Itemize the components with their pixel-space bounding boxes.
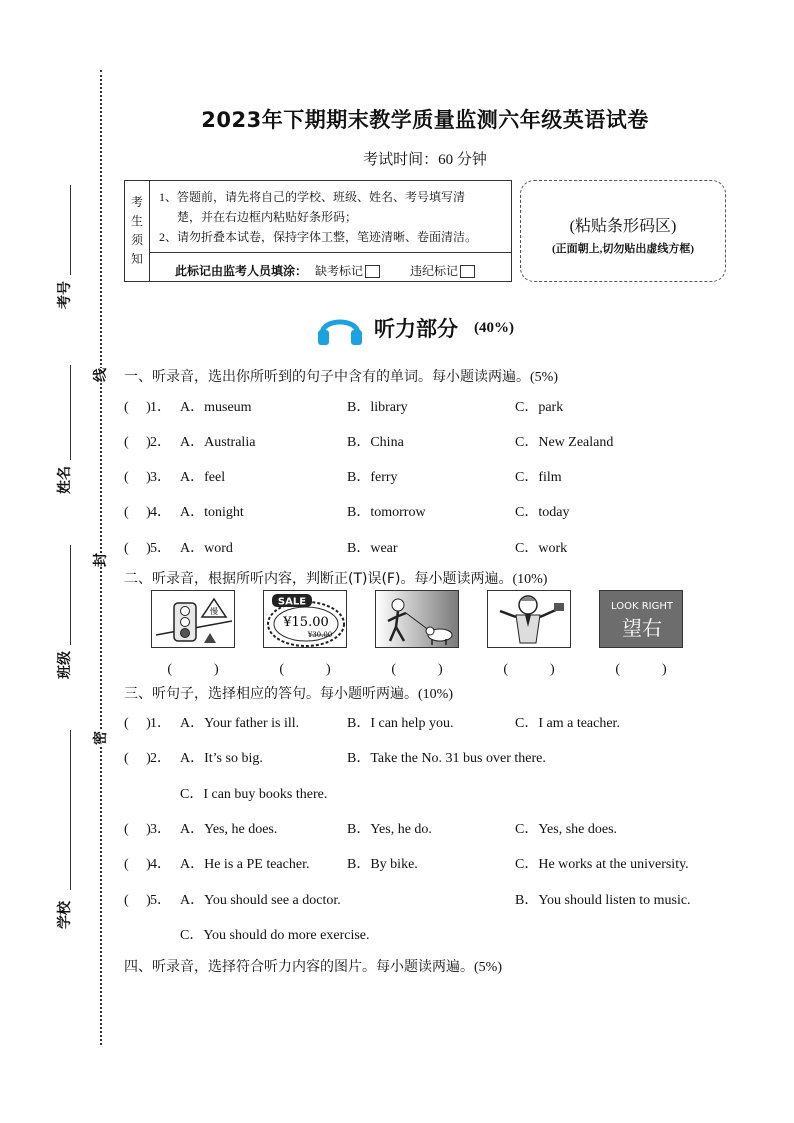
exam-number-label: 考号: [57, 281, 73, 309]
answer-blank[interactable]: ( ): [503, 662, 555, 677]
seal-mark-secret: 密: [90, 731, 110, 745]
answer-bracket[interactable]: ( ): [124, 751, 151, 766]
barcode-area: [520, 180, 726, 282]
option-c: C．park: [515, 400, 564, 415]
question-number: 3．: [150, 822, 171, 837]
picture-sale-tag: [263, 590, 347, 648]
class-label: 班级: [57, 651, 73, 679]
violation-mark-label: 违纪标记: [410, 263, 459, 278]
part4-heading: [124, 956, 502, 976]
notice-rule-1: 1、答题前，请先将自己的学校、班级、姓名、考号填写清: [159, 190, 466, 204]
slow-sign-text: 慢: [210, 607, 218, 616]
traffic-light-icon: [152, 591, 235, 648]
answer-bracket[interactable]: ( ): [124, 505, 151, 520]
picture-man: [487, 590, 571, 648]
barcode-note: (正面朝上,切勿贴出虚线方框): [551, 243, 695, 255]
option-a: A．Australia: [180, 435, 256, 450]
option-c: C．New Zealand: [515, 435, 614, 450]
notice-rule-2: 2、请勿折叠本试卷，保持字体工整，笔迹清晰、卷面清洁。: [159, 230, 478, 244]
option-a: A．Yes, he does.: [180, 822, 278, 837]
option-c: C．Yes, she does.: [515, 822, 618, 837]
question-number: 2．: [150, 751, 171, 766]
question-number: 4．: [150, 857, 171, 872]
option-b: B．You should listen to music.: [515, 893, 691, 908]
candidate-notice: [124, 180, 512, 282]
question-number: 5．: [150, 541, 171, 556]
answer-bracket[interactable]: ( ): [124, 435, 151, 450]
sale-tag-icon: [264, 591, 347, 648]
part3-score: (10%): [418, 687, 453, 702]
answer-bracket[interactable]: ( ): [124, 541, 151, 556]
absent-mark-label: 缺考标记: [315, 263, 364, 278]
option-c: C．I am a teacher.: [515, 716, 620, 731]
exam-number-line: [70, 185, 71, 275]
option-a: A．You should see a doctor.: [180, 893, 341, 908]
option-b: B．China: [347, 435, 404, 450]
notice-side-label: [125, 181, 150, 281]
option-a: A．word: [180, 541, 233, 556]
question-number: 4．: [150, 505, 171, 520]
look-right-text: LOOK RIGHT: [611, 601, 673, 612]
answer-blank[interactable]: ( ): [391, 662, 443, 677]
option-a: A．feel: [180, 470, 226, 485]
headphones-icon: [316, 310, 364, 346]
old-price: ¥30.00: [307, 631, 333, 639]
cartoon-man-icon: [488, 591, 571, 648]
option-c: C．work: [515, 541, 568, 556]
option-b: B．Take the No. 31 bus over there.: [347, 751, 546, 766]
option-a: A．It’s so big.: [180, 751, 263, 766]
part2-score: (10%): [512, 572, 548, 587]
proctor-marks: [149, 253, 511, 281]
class-line: [70, 545, 71, 645]
notice-rules: [149, 181, 511, 253]
option-a: A．He is a PE teacher.: [180, 857, 310, 872]
sale-price: ¥15.00: [283, 615, 329, 630]
part1-heading: [124, 366, 558, 386]
answer-bracket[interactable]: ( ): [124, 716, 151, 731]
answer-bracket[interactable]: ( ): [124, 857, 151, 872]
answer-blank[interactable]: ( ): [615, 662, 667, 677]
proctor-mark-label: 此标记由监考人员填涂：: [175, 263, 308, 278]
sale-text: SALE: [277, 596, 307, 608]
question-number: 1．: [150, 716, 171, 731]
option-b: B．wear: [347, 541, 398, 556]
answer-bracket[interactable]: ( ): [124, 822, 151, 837]
notice-rule-1-cont: 楚，并在右边框内粘贴好条形码；: [177, 210, 358, 224]
option-a: A．museum: [180, 400, 252, 415]
option-b: B．ferry: [347, 470, 398, 485]
answer-bracket[interactable]: ( ): [124, 893, 151, 908]
option-a: A．tonight: [180, 505, 244, 520]
answer-bracket[interactable]: ( ): [124, 400, 151, 415]
option-a: A．Your father is ill.: [180, 716, 300, 731]
option-b: B．I can help you.: [347, 716, 454, 731]
part2-heading: [124, 568, 547, 588]
name-line: [70, 365, 71, 460]
option-b: B．By bike.: [347, 857, 418, 872]
option-c: C．today: [515, 505, 570, 520]
question-number: 5．: [150, 893, 171, 908]
answer-bracket[interactable]: ( ): [124, 470, 151, 485]
notice-side-char: 知: [130, 252, 143, 266]
listening-percent: (40%): [474, 319, 514, 336]
name-label: 姓名: [57, 466, 73, 494]
option-c: C．film: [515, 470, 562, 485]
violation-mark: [410, 262, 475, 279]
picture-traffic-light: [151, 590, 235, 648]
option-c: C．You should do more exercise.: [180, 928, 370, 943]
notice-side-char: 须: [130, 233, 143, 247]
listening-section-header: [316, 310, 514, 346]
part1-score: (5%): [530, 370, 558, 385]
part3-heading-text: 三、听句子，选择相应的答句。每小题听两遍。: [124, 686, 418, 702]
look-right-sign-icon: [600, 591, 683, 648]
violation-checkbox[interactable]: [460, 265, 475, 278]
page-title: 2023年下期期末教学质量监测六年级英语试卷: [201, 108, 649, 132]
school-label: 学校: [57, 901, 73, 929]
part1-heading-text: 一、听录音，选出你所听到的句子中含有的单词。每小题读两遍。: [124, 369, 530, 385]
school-line: [70, 730, 71, 890]
absent-mark: [315, 262, 380, 279]
part2-heading-text: 二、听录音，根据所听内容，判断正(T)误(F)。每小题读两遍。: [124, 571, 513, 587]
absent-checkbox[interactable]: [365, 265, 380, 278]
answer-blank[interactable]: ( ): [167, 662, 219, 677]
part4-score: (5%): [474, 960, 502, 975]
part4-heading-text: 四、听录音，选择符合听力内容的图片。每小题读两遍。: [124, 959, 474, 975]
seal-mark-seal: 封: [90, 553, 110, 567]
seal-mark-line: 线: [90, 368, 110, 382]
notice-side-char: 考: [130, 195, 143, 209]
listening-title: 听力部分: [374, 317, 458, 341]
option-c: C．I can buy books there.: [180, 787, 328, 802]
option-c: C．He works at the university.: [515, 857, 689, 872]
picture-boy-dog: [375, 590, 459, 648]
answer-blank[interactable]: ( ): [279, 662, 331, 677]
look-right-cn-text: 望右: [622, 616, 662, 640]
boy-walking-dog-icon: [376, 591, 459, 648]
question-number: 3．: [150, 470, 171, 485]
barcode-title: (粘贴条形码区): [569, 218, 677, 235]
option-b: B．Yes, he do.: [347, 822, 432, 837]
part3-heading: [124, 683, 453, 703]
option-b: B．tomorrow: [347, 505, 426, 520]
option-b: B．library: [347, 400, 408, 415]
picture-look-right: [599, 590, 683, 648]
exam-duration: 考试时间：60 分钟: [363, 152, 487, 168]
question-number: 1．: [150, 400, 171, 415]
question-number: 2．: [150, 435, 171, 450]
notice-side-char: 生: [130, 214, 143, 228]
